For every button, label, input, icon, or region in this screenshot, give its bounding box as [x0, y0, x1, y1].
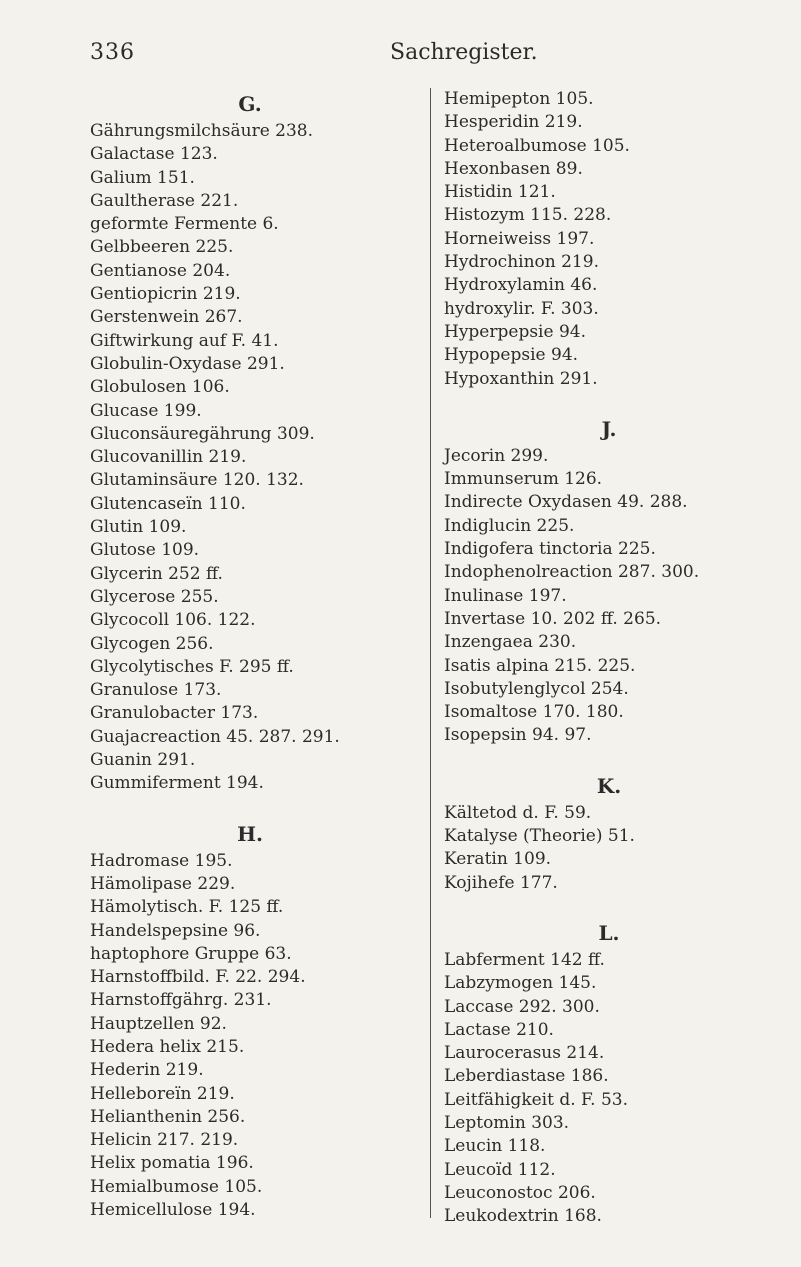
index-entry: Leberdiastase 186. [444, 1066, 609, 1087]
index-entry: Hesperidin 219. [444, 112, 583, 133]
running-title: Sachregister. [390, 40, 538, 65]
index-entry: Hämolytisch. F. 125 ff. [90, 897, 284, 918]
index-entry: Invertase 10. 202 ff. 265. [444, 608, 662, 629]
index-entry: Isatis alpina 215. 225. [444, 655, 636, 676]
index-entry: Helicin 217. 219. [90, 1130, 239, 1151]
index-entry: Hedera helix 215. [90, 1036, 245, 1057]
index-entry: Handelspepsine 96. [90, 920, 261, 941]
index-entry: Harnstoffgährg. 231. [90, 990, 272, 1011]
index-entry: Immunserum 126. [444, 469, 603, 490]
index-entry: Hämolipase 229. [90, 873, 236, 894]
index-entry: Indigofera tinctoria 225. [444, 539, 656, 560]
section-letter-heading: L. [598, 920, 620, 945]
index-entry: Histozym 115. 228. [444, 205, 612, 226]
section-gap [444, 748, 774, 770]
index-column-left [90, 88, 410, 1222]
index-column-right [444, 88, 774, 1228]
section-letter-heading: G. [238, 92, 262, 116]
index-entry: Inzengaea 230. [444, 632, 577, 653]
section-letter-heading: K. [596, 773, 622, 798]
index-entry: Indophenolreaction 287. 300. [444, 562, 700, 583]
section-gap [90, 796, 410, 818]
index-entry: Granulobacter 173. [90, 703, 259, 724]
index-entry: Glutencaseïn 110. [90, 493, 246, 514]
index-entry: Kältetod d. F. 59. [444, 802, 592, 823]
index-entry: Gerstenwein 267. [90, 307, 243, 328]
section-letter-heading: J. [601, 416, 617, 441]
index-entry: Katalyse (Theorie) 51. [444, 826, 635, 847]
index-entry: Leuconostoc 206. [444, 1182, 596, 1203]
index-entry: Hypopepsie 94. [444, 345, 579, 366]
index-entry: Glutaminsäure 120. 132. [90, 470, 304, 491]
index-entry: Helleboreïn 219. [90, 1083, 235, 1104]
index-entry: Lactase 210. [444, 1019, 554, 1040]
section-gap [444, 895, 774, 917]
index-entry: Hydroxylamin 46. [444, 275, 598, 296]
index-entry: Laurocerasus 214. [444, 1043, 605, 1064]
index-entry: haptophore Gruppe 63. [90, 943, 292, 964]
index-entry: Hypoxanthin 291. [444, 368, 598, 389]
index-entry: Gentiopicrin 219. [90, 284, 241, 305]
index-entry: Gährungsmilchsäure 238. [90, 121, 314, 141]
index-entry: Hyperpepsie 94. [444, 321, 586, 342]
index-entry: Keratin 109. [444, 849, 552, 870]
index-entry: Galium 151. [90, 167, 195, 188]
index-entry: Indiglucin 225. [444, 515, 575, 536]
section-gap [444, 391, 774, 413]
index-entry: Leucin 118. [444, 1136, 546, 1157]
index-entry: Giftwirkung auf F. 41. [90, 330, 279, 351]
index-entry: Hadromase 195. [90, 850, 233, 871]
index-entry: Harnstoffbild. F. 22. 294. [90, 967, 306, 988]
index-entry: Gaultherase 221. [90, 190, 239, 211]
index-entry: Glutin 109. [90, 517, 187, 538]
page-number: 336 [90, 40, 135, 65]
index-entry: Leukodextrin 168. [444, 1206, 602, 1227]
index-entry: Leucoïd 112. [444, 1159, 556, 1180]
index-entry: Granulose 173. [90, 680, 222, 701]
index-entry: Guajacreaction 45. 287. 291. [90, 726, 340, 747]
index-entry: Glucovanillin 219. [90, 447, 247, 468]
index-entry: Laccase 292. 300. [444, 996, 600, 1017]
index-entry: Horneiweiss 197. [444, 228, 595, 249]
index-entry: Kojihefe 177. [444, 872, 558, 893]
index-entry: Isopepsin 94. 97. [444, 725, 592, 746]
index-entry: Glycolytisches F. 295 ff. [90, 656, 294, 677]
index-entry: Labzymogen 145. [444, 973, 597, 994]
index-entry: geformte Fermente 6. [90, 214, 279, 235]
index-entry: Hemicellulose 194. [90, 1200, 256, 1221]
index-entry: Hauptzellen 92. [90, 1013, 227, 1034]
index-entry: Galactase 123. [90, 144, 218, 165]
index-entry: Heteroalbumose 105. [444, 135, 630, 156]
index-entry: Gelbbeeren 225. [90, 237, 234, 258]
index-entry: Hexonbasen 89. [444, 158, 583, 179]
index-entry: Globulosen 106. [90, 377, 230, 398]
index-entry: hydroxylir. F. 303. [444, 298, 599, 319]
index-entry: Helianthenin 256. [90, 1106, 246, 1127]
index-entry: Glutose 109. [90, 540, 200, 561]
index-entry: Indirecte Oxydasen 49. 288. [444, 492, 688, 513]
index-entry: Isobutylenglycol 254. [444, 678, 629, 699]
index-entry: Glycerin 252 ff. [90, 563, 223, 584]
index-entry: Hederin 219. [90, 1060, 204, 1081]
index-entry: Helix pomatia 196. [90, 1153, 254, 1174]
index-entry: Glycogen 256. [90, 633, 214, 654]
index-entry: Isomaltose 170. 180. [444, 702, 624, 723]
index-entry: Gluconsäuregährung 309. [90, 423, 315, 444]
index-entry: Labferment 142 ff. [444, 949, 605, 970]
index-entry: Histidin 121. [444, 182, 556, 203]
index-entry: Glucase 199. [90, 400, 202, 421]
index-entry: Gummiferment 194. [90, 773, 264, 794]
index-entry: Glycocoll 106. 122. [90, 610, 256, 631]
section-letter-heading: H. [237, 821, 263, 846]
index-entry: Hemipepton 105. [444, 89, 594, 109]
index-entry: Leptomin 303. [444, 1112, 570, 1133]
index-entry: Inulinase 197. [444, 585, 567, 606]
index-entry: Glycerose 255. [90, 586, 219, 607]
index-entry: Globulin-Oxydase 291. [90, 353, 285, 374]
index-entry: Gentianose 204. [90, 260, 231, 281]
index-entry: Guanin 291. [90, 750, 196, 771]
index-entry: Hydrochinon 219. [444, 252, 599, 273]
index-entry: Jecorin 299. [444, 445, 549, 466]
index-entry: Hemialbumose 105. [90, 1176, 263, 1197]
column-divider [430, 88, 431, 1218]
index-entry: Leitfähigkeit d. F. 53. [444, 1089, 629, 1110]
